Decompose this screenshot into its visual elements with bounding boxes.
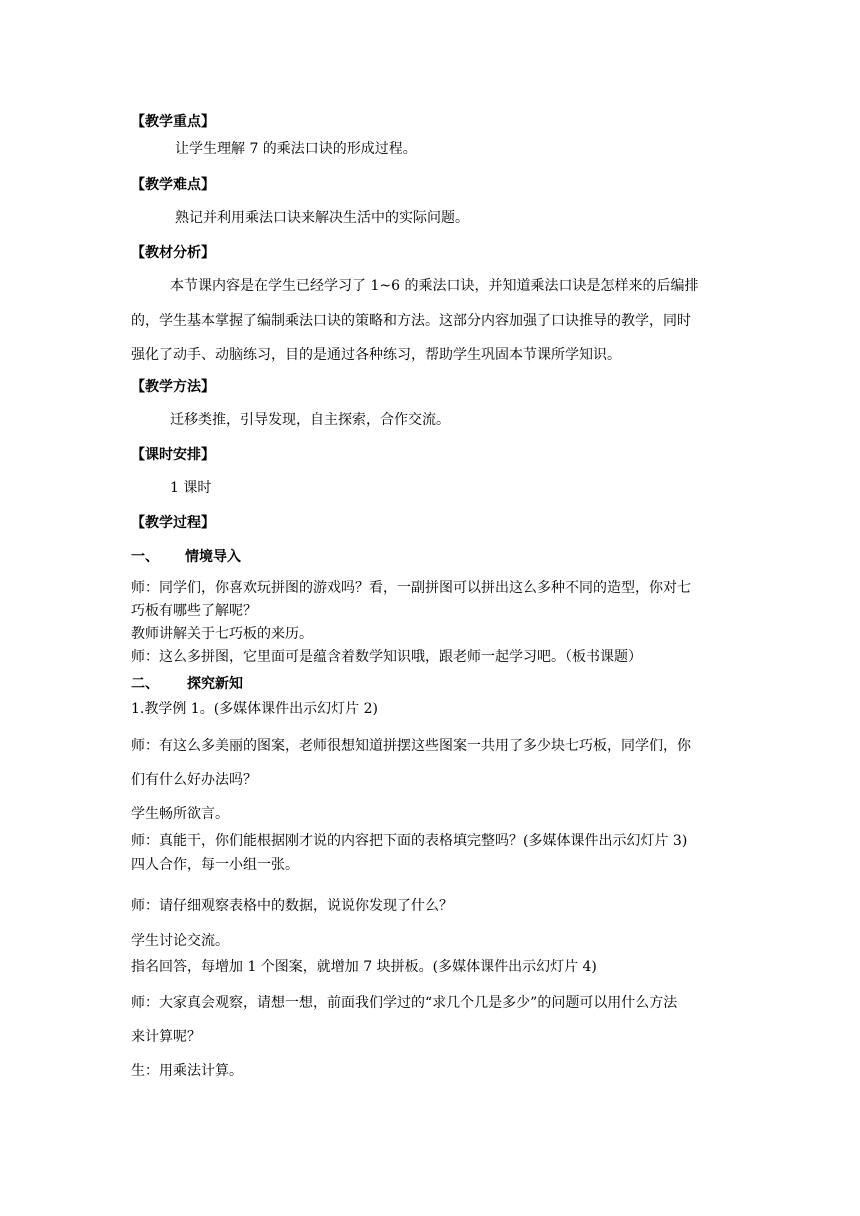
teaching-focus-text: 让学生理解 7 的乘法口诀的形成过程。 — [175, 141, 417, 157]
analysis-line: 的，学生基本掌握了编制乘法口诀的策略和方法。这部分内容加强了口诀推导的教学，同时 — [131, 313, 691, 329]
class-schedule-text: 1 课时 — [170, 480, 212, 496]
paragraph-line: 师：有这么多美丽的图案，老师很想知道拼摆这些图案一共用了多少块七巧板，同学们，你 — [131, 738, 691, 754]
analysis-line: 强化了动手、动脑练习，目的是通过各种练习，帮助学生巩固本节课所学知识。 — [131, 347, 621, 363]
heading-teaching-process: 【教学过程】 — [131, 515, 215, 531]
heading-teaching-difficulty: 【教学难点】 — [131, 177, 215, 193]
paragraph-line: 师：这么多拼图，它里面可是蕴含着数学知识哦，跟老师一起学习吧。（板书课题） — [131, 649, 642, 665]
analysis-line: 本节课内容是在学生已经学习了 1~6 的乘法口诀，并知道乘法口诀是怎样来的后编排 — [170, 278, 699, 294]
paragraph-line: 1.教学例 1。(多媒体课件出示幻灯片 2) — [131, 701, 378, 717]
paragraph-line: 教师讲解关于七巧板的来历。 — [131, 626, 313, 642]
paragraph-line: 师：同学们，你喜欢玩拼图的游戏吗？看，一副拼图可以拼出这么多种不同的造型，你对七 — [131, 580, 691, 596]
section-title: 探究新知 — [187, 676, 243, 692]
paragraph-line: 四人合作，每一小组一张。 — [131, 857, 299, 873]
paragraph-line: 学生畅所欲言。 — [131, 806, 229, 822]
paragraph-line: 师：大家真会观察，请想一想，前面我们学过的“求几个几是多少”的问题可以用什么方法 — [131, 995, 678, 1011]
section-heading — [131, 549, 241, 565]
paragraph-line: 们有什么好办法吗？ — [131, 772, 257, 788]
teaching-method-text: 迁移类推，引导发现，自主探索，合作交流。 — [170, 412, 450, 428]
paragraph-line: 师：真能干，你们能根据刚才说的内容把下面的表格填完整吗？(多媒体课件出示幻灯片 3) — [131, 833, 688, 849]
teaching-difficulty-text: 熟记并利用乘法口诀来解决生活中的实际问题。 — [175, 210, 469, 226]
section-heading — [131, 676, 243, 692]
paragraph-line: 师：请仔细观察表格中的数据，说说你发现了什么？ — [131, 898, 453, 914]
paragraph-line: 来计算呢？ — [131, 1029, 201, 1045]
section-number: 二、 — [131, 676, 159, 692]
heading-teaching-method: 【教学方法】 — [131, 379, 215, 395]
heading-material-analysis: 【教材分析】 — [131, 245, 215, 261]
section-number: 一、 — [131, 549, 159, 565]
paragraph-line: 指名回答，每增加 1 个图案，就增加 7 块拼板。(多媒体课件出示幻灯片 4) — [131, 959, 597, 975]
heading-teaching-focus: 【教学重点】 — [131, 114, 215, 130]
section-title: 情境导入 — [185, 549, 241, 565]
paragraph-line: 学生讨论交流。 — [131, 933, 229, 949]
paragraph-line: 巧板有哪些了解呢？ — [131, 603, 257, 619]
heading-class-schedule: 【课时安排】 — [131, 447, 215, 463]
paragraph-line: 生：用乘法计算。 — [131, 1063, 243, 1079]
